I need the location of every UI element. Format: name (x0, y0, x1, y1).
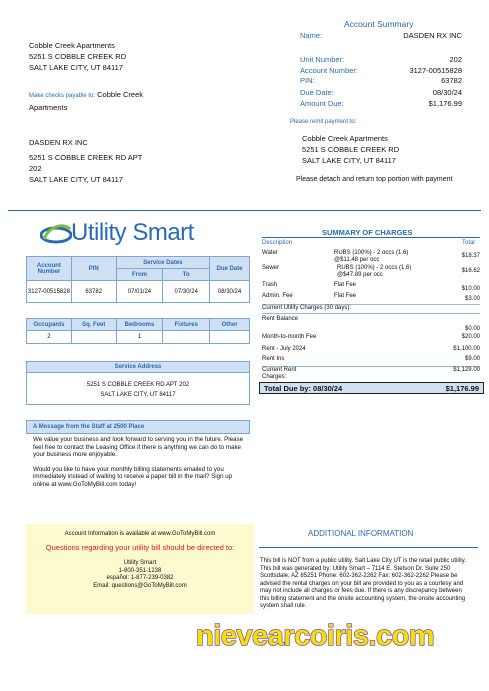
header-other: Other (210, 319, 250, 331)
total-due-value: $1,176.99 (445, 384, 479, 393)
recipient-unit: 202 (29, 164, 42, 173)
message-paragraph: We value your business and look forward to serving you in the future. Please feel free to contact the Leasing Office if there is anything we can do to make your business more enjoyable. (33, 436, 244, 458)
charge-row-rent-balance (262, 316, 480, 330)
watermark-text: nievearcoiris.com (196, 620, 435, 652)
service-address-line1: 5251 S COBBLE CREEK RD APT 202 (86, 382, 190, 388)
charge-label: Rent - July 2024 (262, 346, 306, 352)
charge-note: Flat Fee (334, 293, 357, 299)
header-to: To (163, 269, 210, 281)
charge-note: Flat Fee (334, 282, 357, 288)
header-due-date: Due Date (210, 257, 250, 281)
detach-line (8, 210, 481, 211)
sender-city: SALT LAKE CITY, UT 84117 (29, 63, 123, 72)
header-from: From (116, 269, 163, 281)
charge-total: $1,129.00 (453, 367, 480, 373)
summary-value: 3127-00515828 (409, 66, 462, 75)
charge-label: Rent Ins (262, 356, 285, 362)
service-address-box (26, 361, 250, 405)
charge-total: $1,100.00 (453, 346, 480, 352)
message-body (33, 436, 245, 488)
cell-from: 07/01/24 (116, 281, 163, 303)
service-address-title: Service Address (27, 362, 249, 373)
summary-label: Due Date: (300, 88, 334, 97)
sender-address (29, 40, 126, 73)
charge-label: Water (262, 250, 278, 256)
charge-row-sewer (262, 265, 480, 279)
charge-total: $0.00 (464, 326, 480, 332)
recipient-name: DASDEN RX INC (29, 138, 88, 147)
charge-label: Sewer (262, 265, 280, 271)
contact-company: Utility Smart (123, 560, 157, 566)
charge-total: $20.00 (461, 334, 480, 340)
watermark (196, 620, 434, 653)
total-due-label: Total Due by: 08/30/24 (264, 384, 343, 393)
cell-account-number: 3127-00515828 (27, 281, 72, 303)
total-due-bar (259, 382, 484, 394)
header-sq-feet: Sq. Feet (71, 319, 116, 331)
message-title: A Message from the Staff at 2500 Place (33, 424, 145, 430)
charges-title-rule (262, 237, 480, 238)
cell-sq-feet (71, 331, 116, 344)
cell-due-date: 08/30/24 (210, 281, 250, 303)
payable-label: Make checks payable to: (29, 93, 96, 99)
charge-label: Admin. Fee (262, 293, 293, 299)
remit-address (302, 133, 399, 166)
charge-total: $3.00 (464, 296, 480, 302)
charge-note: RUBS (100%) - 2 occs (1.6) @$47.89 per occ (337, 265, 412, 278)
charge-row-water (262, 250, 480, 264)
recipient-city: SALT LAKE CITY, UT 84117 (29, 175, 123, 184)
charge-total: $9.00 (464, 356, 480, 362)
summary-label: Unit Number: (300, 55, 345, 64)
header-fixtures: Fixtures (163, 319, 210, 331)
cell-fixtures (163, 331, 210, 344)
cell-pin: 63782 (71, 281, 116, 303)
charge-row-trash (262, 282, 480, 292)
logo-text: Utility Smart (71, 219, 194, 246)
charge-row-admin (262, 293, 480, 303)
account-summary-title: Account Summary (344, 19, 414, 29)
summary-label: PIN: (300, 76, 315, 85)
summary-value: 08/30/24 (432, 88, 462, 97)
contact-email: Email: questions@GoToMyBill.com (93, 582, 187, 589)
summary-row (300, 76, 462, 87)
summary-row (300, 99, 462, 110)
header-account-number: Account Number (27, 257, 72, 281)
charges-header-total: Total (462, 240, 475, 246)
cell-occupants: 2 (27, 331, 72, 344)
contact-phone: 1-800-351-1238 (118, 567, 162, 574)
summary-label: Amount Due: (300, 99, 344, 108)
charge-row-rent-ins (262, 356, 480, 366)
current-utility-charges: Current Utility Charges (30 days): (262, 305, 352, 311)
charge-note: RUBS (100%) - 2 occs (1.6) @$11.48 per occ (334, 250, 409, 263)
remit-name: Cobble Creek Apartments (302, 134, 388, 143)
charge-label: Month-to-month Fee (262, 334, 317, 340)
summary-row (300, 55, 462, 66)
charge-total: $18.37 (461, 253, 480, 259)
contact-panel (26, 524, 254, 614)
message-header (26, 420, 250, 434)
charge-label: Rent Balance (262, 316, 299, 322)
recipient-address (29, 137, 142, 185)
header-pin: PIN (71, 257, 116, 281)
contact-info: Account Information is available at www.GoToMyBill.com (64, 531, 216, 537)
sender-street: 5251 S COBBLE CREEK RD (29, 52, 127, 61)
charge-row-current-rent (262, 367, 480, 381)
contact-spanish: español: 1-877-239-0382 (106, 575, 174, 581)
additional-rule (259, 547, 478, 548)
contact-questions: Questions regarding your utility bill should be directed to: (45, 543, 235, 552)
summary-name-value: DASDEN RX INC (403, 31, 462, 40)
utility-smart-logo (40, 219, 200, 249)
summary-name-label: Name: (300, 31, 323, 40)
charge-label: Trash (262, 282, 278, 288)
summary-row (300, 88, 462, 99)
charges-divider (262, 313, 480, 314)
charges-title: SUMMARY OF CHARGES (322, 228, 413, 237)
summary-name-row (300, 31, 462, 42)
charge-total: $16.62 (461, 268, 480, 274)
occupancy-table (26, 318, 250, 344)
additional-text: This bill is NOT from a public utility. Salt Lake City UT is the retail public utility. This bill was generated by: Utility Smart – 7114 E. Stetson Dr. Suite 250 Scottsdale, AZ 85251 Phone: 602-362-2262 Fax: 602-362-2262 Please be advised the rental charges on your bill are provided to you as a courtesy and may not include all charges or fees due. If there is any discrepancy between this billing statement and the onsite accounting system, the onsite accounting system shall rule. (260, 558, 466, 609)
remit-street: 5251 S COBBLE CREEK RD (302, 145, 400, 154)
charges-header-description: Description (262, 240, 293, 246)
summary-label: Account Number: (300, 66, 358, 75)
charge-label: Current Rent Charges: (262, 367, 297, 380)
service-address-line2: SALT LAKE CITY, UT 84117 (100, 392, 176, 398)
payable-name-b: Apartments (29, 103, 68, 112)
additional-title: ADDITIONAL INFORMATION (308, 529, 414, 538)
remit-city: SALT LAKE CITY, UT 84117 (302, 156, 396, 165)
payable-block (29, 89, 169, 113)
cell-bedrooms: 1 (116, 331, 163, 344)
sender-name: Cobble Creek Apartments (29, 41, 115, 50)
header-bedrooms: Bedrooms (116, 319, 163, 331)
header-occupants: Occupants (27, 319, 72, 331)
header-service-dates: Service Dates (116, 257, 210, 269)
summary-value: 63782 (441, 76, 462, 85)
cell-to: 07/30/24 (163, 281, 210, 303)
payable-name-a: Cobble Creek (97, 90, 143, 99)
charge-row-rent (262, 346, 480, 356)
account-table (26, 256, 250, 303)
remit-label: Please remit payment to: (290, 119, 357, 125)
summary-value: 202 (449, 55, 462, 64)
message-paragraph: Would you like to have your monthly billing statements emailed to you immediately instead of waiting to receive a paper bill in the mail? Sign up online at www.GoToMyBill.com today! (33, 465, 233, 488)
summary-value: $1,176.99 (428, 99, 462, 108)
swoosh-icon (40, 221, 72, 247)
charge-total: $10.00 (461, 286, 480, 292)
cell-other (210, 331, 250, 344)
recipient-street: 5251 S COBBLE CREEK RD APT (29, 153, 143, 162)
detach-note: Please detach and return top portion with payment (296, 176, 453, 183)
charge-row-month-to-month (262, 334, 480, 344)
